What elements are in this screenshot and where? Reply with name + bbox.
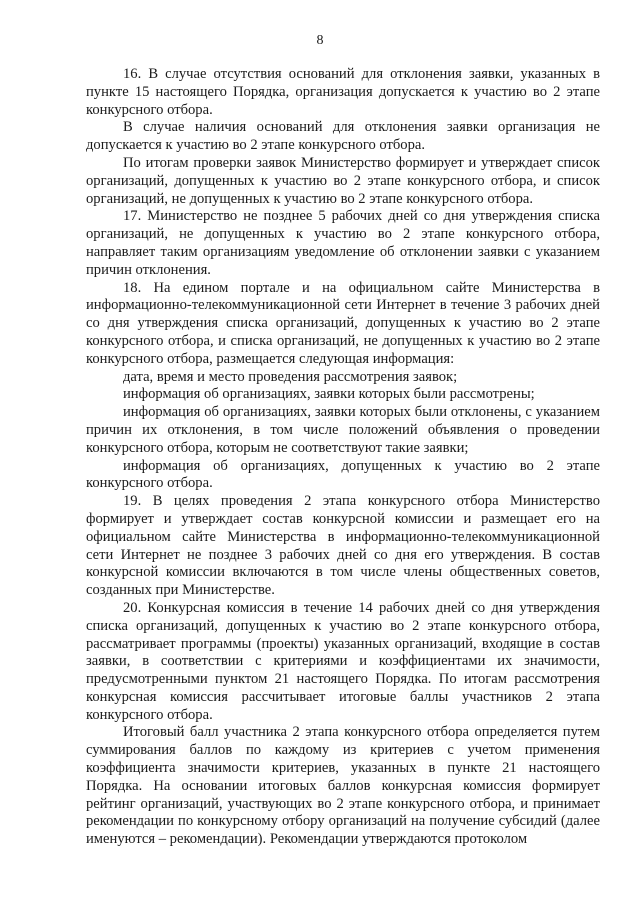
paragraph: 18. На едином портале и на официальном сайте Министерства в информационно-телекоммуникационной сети Интернет в течение 3 рабочих дней со дня утверждения списка организаций, допущенных к участию во 2 этапе конкурсного отбора, и списка организаций, не допущенных к участию во 2 этапе конкурсного отбора, размещается следующая информация:	[86, 279, 600, 367]
paragraph: По итогам проверки заявок Министерство формирует и утверждает список организаций, допущенных к участию во 2 этапе конкурсного отбора, и список организаций, не допущенных к участию во 2 этапе конкурсного отбора.	[86, 154, 600, 207]
list-item: информация об организациях, заявки которых были рассмотрены;	[123, 386, 535, 403]
paragraph: 19. В целях проведения 2 этапа конкурсного отбора Министерство формирует и утверждает состав конкурсной комиссии и размещает его на официальном сайте Министерства в информационно-телекоммуникационной сети Интернет не позднее 3 рабочих дней со дня его утверждения. В состав конкурсной комиссии включаются в том числе члены общественных советов, созданных при Министерстве.	[86, 493, 600, 599]
list-item: информация об организациях, заявки которых были отклонены, с указанием причин их отклонения, в том числе положений объявления о проведении конкурсного отбора, которым не соответствуют такие заявки;	[86, 404, 600, 456]
paragraph: 17. Министерство не позднее 5 рабочих дней со дня утверждения списка организаций, не допущенных к участию во 2 этапе конкурсного отбора, направляет таким организациям уведомление об отклонении заявки с указанием причин отклонения.	[86, 208, 600, 278]
paragraph: 20. Конкурсная комиссия в течение 14 рабочих дней со дня утверждения списка организаций, допущенных к участию во 2 этапе конкурсного отбора, рассматривает программы (проекты) указанных организаций, входящие в состав заявки, в соответствии с критериями и коэффициентами их значимости, предусмотренными пунктом 21 настоящего Порядка. По итогам рассмотрения конкурсная комиссия рассчитывает итоговые баллы участников 2 этапа конкурсного отбора.	[86, 599, 600, 723]
list-item: дата, время и место проведения рассмотрения заявок;	[123, 368, 458, 385]
list-item: информация об организациях, допущенных к участию во 2 этапе конкурсного отбора.	[86, 457, 600, 492]
paragraph: 16. В случае отсутствия оснований для отклонения заявки, указанных в пункте 15 настоящего Порядка, организация допускается к участию во 2 этапе конкурсного отбора.	[86, 66, 600, 118]
page-number: 8	[316, 33, 324, 48]
document-body	[86, 66, 600, 849]
paragraph: Итоговый балл участника 2 этапа конкурсного отбора определяется путем суммирования баллов по каждому из критериев с учетом применения коэффициента значимости критериев, указанных в пункте 21 настоящего Порядка. На основании итоговых баллов конкурсная комиссия формирует рейтинг организаций, участвующих во 2 этапе конкурсного отбора, и принимает рекомендации по конкурсному отбору организаций на получение субсидий (далее именуются – рекомендации). Рекомендации утверждаются протоколом	[86, 724, 600, 848]
paragraph: В случае наличия оснований для отклонения заявки организация не допускается к участию во 2 этапе конкурсного отбора.	[86, 119, 600, 154]
